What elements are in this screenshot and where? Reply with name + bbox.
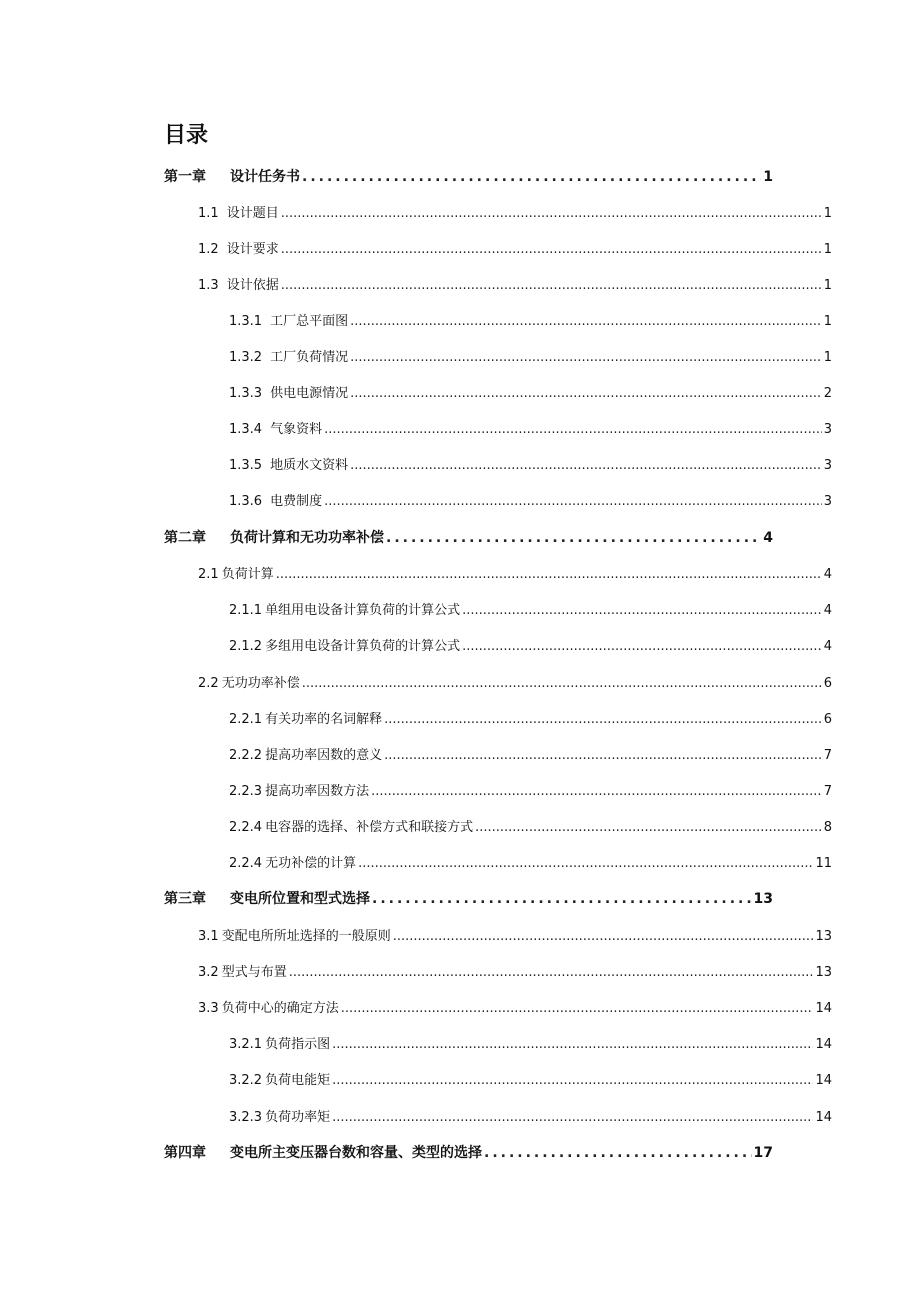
dot-leader	[332, 1073, 813, 1088]
entry-number: 2.1.1	[229, 603, 263, 618]
entry-title: 设计任务书	[230, 169, 300, 185]
entry-title: 变配电所所址选择的一般原则	[221, 929, 391, 944]
dot-leader	[332, 1110, 813, 1125]
entry-page: 6	[823, 712, 832, 727]
entry-page: 1	[763, 169, 773, 185]
entry-number: 2.2.2	[229, 748, 263, 763]
toc-section-entry[interactable]	[198, 997, 832, 1019]
entry-number: 3.2	[198, 965, 219, 980]
toc-subsection-entry[interactable]	[229, 744, 832, 766]
dot-leader	[289, 965, 814, 980]
entry-page: 4	[823, 639, 832, 654]
toc-section-entry[interactable]	[198, 274, 832, 296]
entry-number: 3.2.2	[229, 1073, 263, 1088]
toc-chapter-entry[interactable]	[164, 888, 773, 910]
entry-title: 负荷功率矩	[265, 1110, 331, 1125]
entry-title: 气象资料	[270, 422, 323, 437]
entry-title: 设计要求	[226, 242, 279, 257]
toc-section-entry[interactable]	[198, 563, 832, 585]
entry-page: 13	[815, 965, 832, 980]
toc-subsection-entry[interactable]	[229, 1069, 832, 1091]
entry-title: 有关功率的名词解释	[265, 712, 383, 727]
entry-page: 17	[753, 1145, 773, 1161]
entry-page: 2	[823, 386, 832, 401]
dot-leader	[276, 567, 822, 582]
entry-number: 1.1	[198, 206, 219, 221]
dot-leader	[462, 603, 822, 618]
entry-page: 1	[823, 314, 832, 329]
dot-leader	[324, 422, 822, 437]
toc-subsection-entry[interactable]	[229, 1033, 832, 1055]
entry-title: 电费制度	[270, 494, 323, 509]
dot-leader	[371, 784, 822, 799]
toc-subsection-entry[interactable]	[229, 490, 832, 512]
entry-title: 设计题目	[226, 206, 279, 221]
entry-title: 提高功率因数方法	[265, 784, 370, 799]
dot-leader	[393, 929, 814, 944]
entry-page: 14	[815, 1037, 832, 1052]
dot-leader	[386, 530, 761, 546]
toc-chapter-entry[interactable]	[164, 166, 773, 188]
dot-leader	[484, 1145, 752, 1161]
dot-leader	[350, 458, 822, 473]
entry-page: 14	[815, 1073, 832, 1088]
dot-leader	[281, 206, 822, 221]
toc-subsection-entry[interactable]	[229, 852, 832, 874]
toc-subsection-entry[interactable]	[229, 816, 832, 838]
entry-number: 1.3.4	[229, 422, 263, 437]
entry-title: 工厂负荷情况	[270, 350, 349, 365]
dot-leader	[350, 350, 822, 365]
entry-number: 3.1	[198, 929, 219, 944]
dot-leader	[350, 386, 822, 401]
toc-subsection-entry[interactable]	[229, 382, 832, 404]
entry-number: 1.3.3	[229, 386, 263, 401]
toc-chapter-entry[interactable]	[164, 1142, 773, 1164]
entry-page: 14	[815, 1001, 832, 1016]
dot-leader	[475, 820, 822, 835]
entry-number: 2.2.4	[229, 856, 263, 871]
dot-leader	[384, 748, 822, 763]
entry-title: 多组用电设备计算负荷的计算公式	[265, 639, 461, 654]
entry-page: 7	[823, 784, 832, 799]
entry-number: 2.2.3	[229, 784, 263, 799]
entry-page: 6	[823, 676, 832, 691]
entry-page: 7	[823, 748, 832, 763]
toc-subsection-entry[interactable]	[229, 1106, 832, 1128]
toc-subsection-entry[interactable]	[229, 635, 832, 657]
entry-number: 2.1.2	[229, 639, 263, 654]
toc-section-entry[interactable]	[198, 672, 832, 694]
entry-number: 1.3.5	[229, 458, 263, 473]
entry-number: 2.2.1	[229, 712, 263, 727]
entry-title: 设计依据	[226, 278, 279, 293]
entry-page: 1	[823, 242, 832, 257]
entry-page: 3	[823, 494, 832, 509]
entry-page: 1	[823, 206, 832, 221]
dot-leader	[281, 242, 822, 257]
entry-page: 4	[763, 530, 773, 546]
entry-number: 3.2.3	[229, 1110, 263, 1125]
dot-leader	[332, 1037, 813, 1052]
entry-number: 1.3.2	[229, 350, 263, 365]
entry-page: 13	[815, 929, 832, 944]
entry-title: 无功补偿的计算	[265, 856, 357, 871]
dot-leader	[372, 891, 752, 907]
entry-page: 1	[823, 350, 832, 365]
entry-page: 3	[823, 458, 832, 473]
entry-title: 负荷电能矩	[265, 1073, 331, 1088]
toc-section-entry[interactable]	[198, 961, 832, 983]
toc-subsection-entry[interactable]	[229, 418, 832, 440]
entry-number: 第二章	[164, 530, 206, 546]
entry-page: 13	[753, 891, 773, 907]
toc-section-entry[interactable]	[198, 202, 832, 224]
entry-page: 11	[815, 856, 832, 871]
dot-leader	[350, 314, 822, 329]
entry-number: 1.3.1	[229, 314, 263, 329]
entry-number: 3.2.1	[229, 1037, 263, 1052]
entry-number: 2.2.4	[229, 820, 263, 835]
entry-page: 14	[815, 1110, 832, 1125]
entry-title: 负荷指示图	[265, 1037, 331, 1052]
dot-leader	[302, 676, 822, 691]
entry-number: 第四章	[164, 1145, 206, 1161]
entry-number: 1.3	[198, 278, 219, 293]
entry-title: 提高功率因数的意义	[265, 748, 383, 763]
dot-leader	[462, 639, 822, 654]
entry-number: 1.2	[198, 242, 219, 257]
entry-page: 4	[823, 567, 832, 582]
entry-page: 1	[823, 278, 832, 293]
toc-chapter-entry[interactable]	[164, 527, 773, 549]
entry-page: 3	[823, 422, 832, 437]
entry-title: 单组用电设备计算负荷的计算公式	[265, 603, 461, 618]
entry-title: 供电电源情况	[270, 386, 349, 401]
toc-subsection-entry[interactable]	[229, 708, 832, 730]
entry-title: 变电所主变压器台数和容量、类型的选择	[230, 1145, 482, 1161]
dot-leader	[324, 494, 822, 509]
dot-leader	[302, 169, 761, 185]
entry-title: 负荷计算和无功功率补偿	[230, 530, 384, 546]
dot-leader	[384, 712, 822, 727]
entry-number: 第一章	[164, 169, 206, 185]
entry-title: 变电所位置和型式选择	[230, 891, 370, 907]
entry-number: 2.1	[198, 567, 219, 582]
entry-number: 2.2	[198, 676, 219, 691]
entry-title: 负荷中心的确定方法	[221, 1001, 339, 1016]
entry-number: 3.3	[198, 1001, 219, 1016]
dot-leader	[281, 278, 822, 293]
toc-subsection-entry[interactable]	[229, 310, 832, 332]
toc-section-entry[interactable]	[198, 925, 832, 947]
dot-leader	[358, 856, 813, 871]
entry-title: 工厂总平面图	[270, 314, 349, 329]
dot-leader	[341, 1001, 814, 1016]
toc-subsection-entry[interactable]	[229, 454, 832, 476]
entry-page: 8	[823, 820, 832, 835]
toc-section-entry[interactable]	[198, 238, 832, 260]
page-title: 目录	[164, 123, 209, 148]
entry-number: 1.3.6	[229, 494, 263, 509]
entry-title: 型式与布置	[221, 965, 287, 980]
entry-title: 负荷计算	[221, 567, 274, 582]
toc-subsection-entry[interactable]	[229, 346, 832, 368]
entry-title: 地质水文资料	[270, 458, 349, 473]
toc-subsection-entry[interactable]	[229, 599, 832, 621]
entry-title: 电容器的选择、补偿方式和联接方式	[265, 820, 474, 835]
entry-number: 第三章	[164, 891, 206, 907]
toc-subsection-entry[interactable]	[229, 780, 832, 802]
entry-title: 无功功率补偿	[221, 676, 300, 691]
entry-page: 4	[823, 603, 832, 618]
